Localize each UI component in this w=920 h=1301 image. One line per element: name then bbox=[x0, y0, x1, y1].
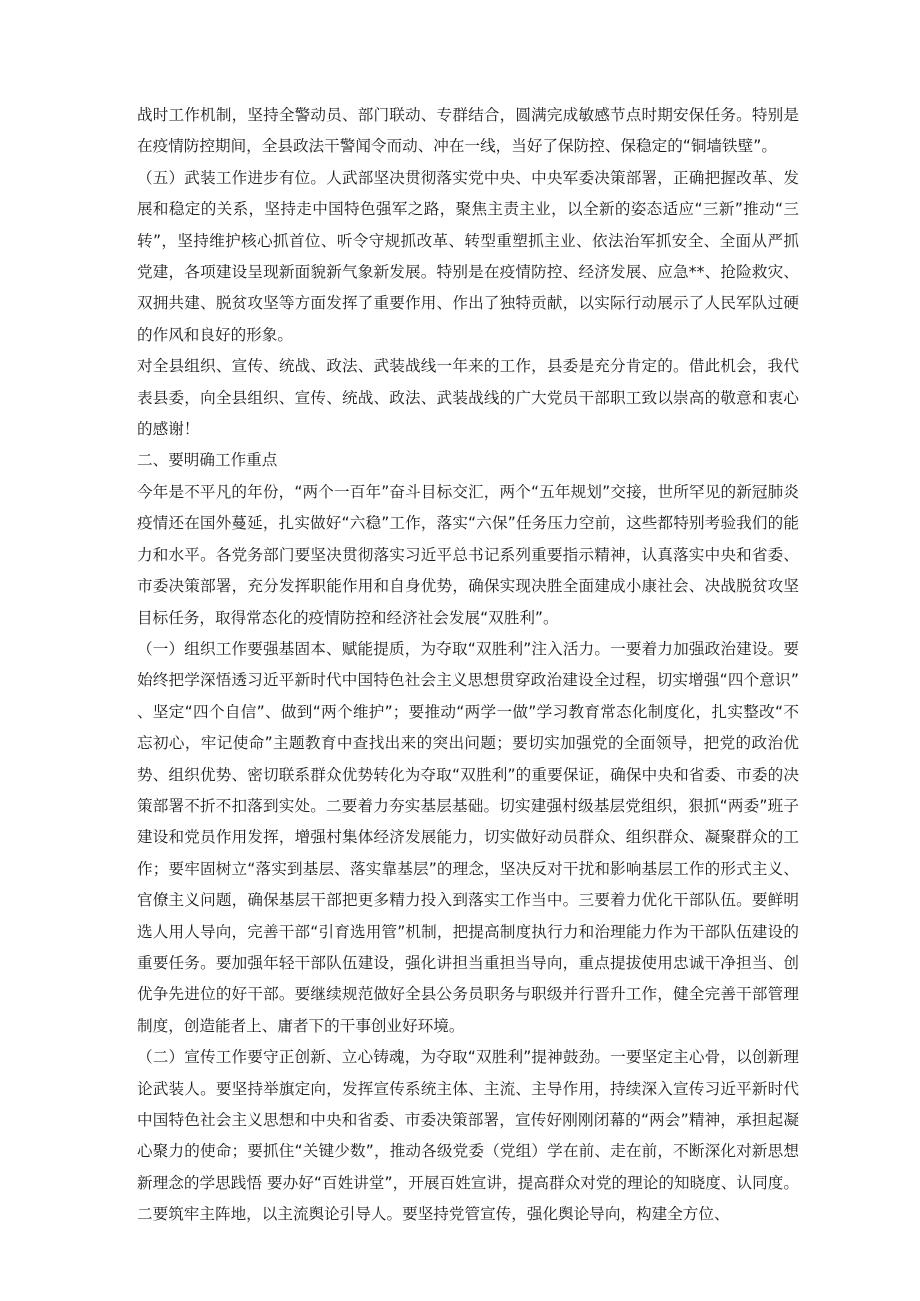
paragraph-organization-work: （一）组织工作要强基固本、赋能提质，为夺取“双胜利”注入活力。一要着力加强政治建设。要始终把学深悟透习近平新时代中国特色社会主义思想贯穿政治建设全过程，切实增强“四个意识”、坚定“四个自信”、做到“两个维护”；要推动“两学一做”学习教育常态化制度化，扎实整改“不忘初心，牢记使命”主题教育中查找出来的突出问题；要切实加强党的全面领导，把党的政治优势、组织优势、密切联系群众优势转化为夺取“双胜利”的重要保证，确保中央和省委、市委的决策部署不折不扣落到实处。二要着力夯实基层基础。切实建强村级基层党组织，狠抓“两委”班子建设和党员作用发挥，增强村集体经济发展能力，切实做好动员群众、组织群众、凝聚群众的工作；要牢固树立“落实到基层、落实靠基层”的理念，坚决反对干扰和影响基层工作的形式主义、官僚主义问题，确保基层干部把更多精力投入到落实工作当中。三要着力优化干部队伍。要鲜明选人用人导向，完善干部“引育选用管”机制，把提高制度执行力和治理能力作为干部队伍建设的重要任务。要加强年轻干部队伍建设，强化讲担当重担当导向，重点提拔使用忠诚干净担当、创优争先进位的好干部。要继续规范做好全县公务员职务与职级并行晋升工作，健全完善干部管理制度，创造能者上、庸者下的干事创业好环境。 bbox=[137, 639, 799, 1035]
paragraph-armed-forces-work: （五）武装工作进步有位。人武部坚决贯彻落实党中央、中央军委决策部署，正确把握改革、发展和稳定的关系，坚持走中国特色强军之路，聚焦主责主业，以全新的姿态适应“三新”推动“三转”，坚持维护核心抓首位、听令守规抓改革、转型重塑抓主业、依法治军抓安全、全面从严抓党建，各项建设呈现新面貌新气象新发展。特别是在疫情防控、经济发展、应急**、抢险救灾、双拥共建、脱贫攻坚等方面发挥了重要作用、作出了独特贡献，以实际行动展示了人民军队过硬的作风和良好的形象。 bbox=[137, 168, 799, 344]
document-body bbox=[137, 100, 799, 1231]
paragraph-political-legal-continued: 战时工作机制，坚持全警动员、部门联动、专群结合，圆满完成敏感节点时期安保任务。特别是在疫情防控期间，全县政法干警闻令而动、冲在一线，当好了保防控、保稳定的“铜墙铁壁”。 bbox=[137, 106, 799, 156]
paragraph-year-context: 今年是不平凡的年份，“两个一百年”奋斗目标交汇，两个“五年规划”交接，世所罕见的新冠肺炎疫情还在国外蔓延，扎实做好“六稳”工作，落实“六保”任务压力空前，这些都特别考验我们的能力和水平。各党务部门要坚决贯彻落实习近平总书记系列重要指示精神，认真落实中央和省委、市委决策部署，充分发挥职能作用和自身优势，确保实现决胜全面建成小康社会、决战脱贫攻坚目标任务，取得常态化的疫情防控和经济社会发展“双胜利”。 bbox=[137, 482, 799, 627]
paragraph-acknowledgement: 对全县组织、宣传、统战、政法、武装战线一年来的工作，县委是充分肯定的。借此机会，我代表县委，向全县组织、宣传、统战、政法、武装战线的广大党员干部职工致以崇高的敬意和衷心的感谢！ bbox=[137, 357, 799, 439]
section-heading-work-priorities: 二、要明确工作重点 bbox=[137, 451, 278, 470]
paragraph-publicity-work: （二）宣传工作要守正创新、立心铸魂，为夺取“双胜利”提神鼓劲。一要坚定主心骨，以创新理论武装人。要坚持举旗定向，发挥宣传系统主体、主流、主导作用，持续深入宣传习近平新时代中国特色社会主义思想和中央和省委、市委决策部署，宣传好刚刚闭幕的“两会”精神，承担起凝心聚力的使命；要抓住“关键少数”，推动各级党委（党组）学在前、走在前，不断深化对新思想新理念的学思践悟 要办好“百姓讲堂”，开展百姓宣讲，提高群众对党的理论的知晓度、认同度。二要筑牢主阵地，以主流舆论引导人。要坚持党管宣传，强化舆论导向，构建全方位、 bbox=[137, 1048, 799, 1224]
